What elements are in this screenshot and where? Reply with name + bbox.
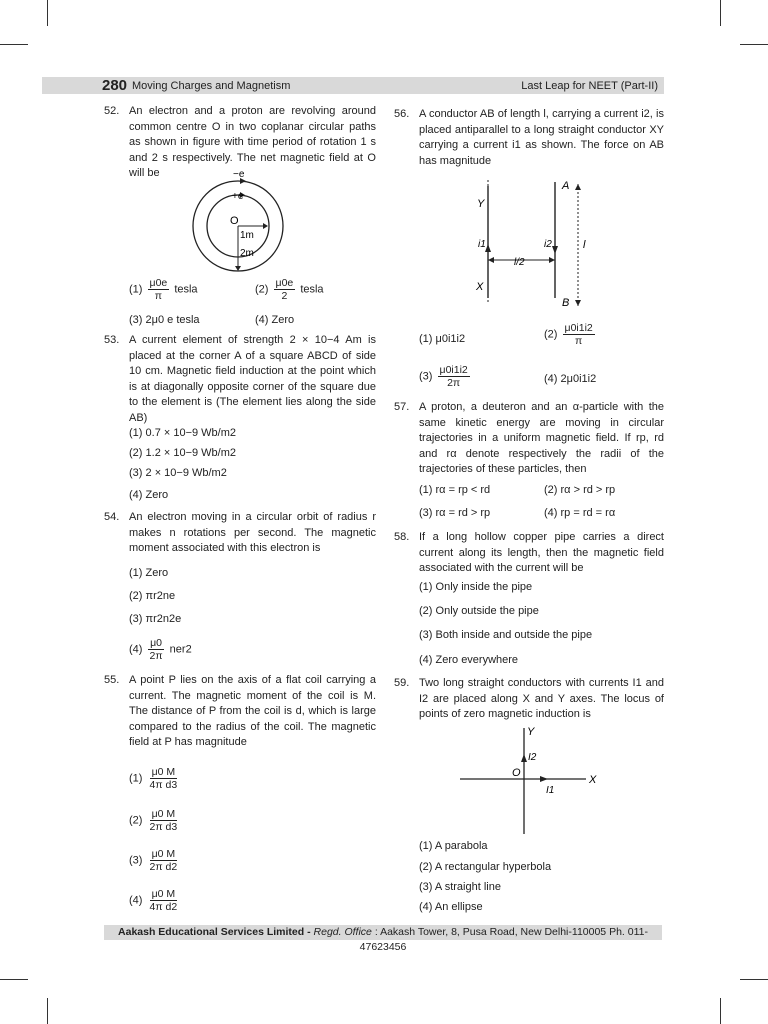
question-number: 53. <box>104 334 120 346</box>
q54-option-1: (1) Zero <box>129 567 169 579</box>
question-number: 58. <box>394 531 410 543</box>
q52-figure <box>190 168 290 278</box>
q56-option-2: (2) $\frac{\mu 0i1i2}{\pi}$ <box>544 322 593 347</box>
label-i1: i1 <box>478 239 486 250</box>
q53-option-4: (4) Zero <box>129 489 169 501</box>
question-number: 55. <box>104 674 120 686</box>
question-number: 52. <box>104 105 120 117</box>
q56-figure <box>470 176 600 312</box>
q57-option-4: (4) rp = rd = rα <box>544 507 616 519</box>
label-O: O <box>512 767 521 779</box>
label-Y: Y <box>477 198 485 210</box>
page-header <box>42 77 664 94</box>
label-X: X <box>589 774 597 786</box>
question-number: 56. <box>394 108 410 120</box>
label-i2: i2 <box>544 239 552 250</box>
q52-option-1: (1) $\frac{\mu 0e}{\pi}$ tesla <box>129 277 198 302</box>
q52-option-4: (4) Zero <box>255 314 295 326</box>
crop-mark <box>47 998 48 1024</box>
label-B: B <box>562 297 570 309</box>
page-footer <box>104 925 662 953</box>
q58-option-4: (4) Zero everywhere <box>419 654 519 666</box>
crop-mark <box>0 979 28 980</box>
q55-option-3: (3) $\frac{\mu 0 M}{\text{2π d2}}$ <box>129 848 178 873</box>
proton-label: +e <box>232 191 244 202</box>
book-title: Last Leap for NEET (Part-II) <box>521 80 658 92</box>
label-I2: I2 <box>528 752 537 763</box>
label-I1: I1 <box>546 785 555 796</box>
question-text: A conductor AB of length l, carrying a current i2, is placed antiparallel to a long straight conductor XY carrying a current i1 as shown. The force on AB has magnitude <box>419 108 664 167</box>
q55-option-1: (1) $\frac{\mu 0 M}{\text{4π d3}}$ <box>129 766 178 791</box>
question-text: A current element of strength 2 × 10−4 Am is placed at the corner A of a square ABCD of side 10 cm. Magnetic field induction at the point which is at diagonally opposite corner of the square due to the element is (The element lies along the side AB) <box>129 334 376 424</box>
q59-figure <box>458 724 608 836</box>
label-A: A <box>562 180 570 192</box>
crop-mark <box>0 44 28 45</box>
q58-option-2: (2) Only outside the pipe <box>419 605 539 617</box>
q56-option-3: (3) $\frac{\mu 0i1i2}{2\pi}$ <box>419 364 468 389</box>
crop-mark <box>740 44 768 45</box>
q53-option-2: (2) 1.2 × 10−9 Wb/m2 <box>129 447 237 459</box>
crop-mark <box>720 0 721 26</box>
q56-option-1: (1) μ0i1i2 <box>419 333 466 345</box>
q53-option-1: (1) 0.7 × 10−9 Wb/m2 <box>129 427 237 439</box>
electron-label: −e <box>233 169 245 180</box>
q57-option-2: (2) rα > rd > rp <box>544 484 616 496</box>
q57-option-1: (1) rα = rp < rd <box>419 484 491 496</box>
q54-option-2: (2) πr2ne <box>129 590 176 602</box>
q59-option-1: (1) A parabola <box>419 840 488 852</box>
inner-radius-label: 1m <box>240 230 254 241</box>
question-number: 59. <box>394 677 410 689</box>
q59-option-3: (3) A straight line <box>419 881 501 893</box>
q57-option-3: (3) rα = rd > rp <box>419 507 491 519</box>
footer-address: : Aakash Tower, 8, Pusa Road, New Delhi-110005 Ph. 011-47623456 <box>359 926 648 953</box>
question-text: If a long hollow copper pipe carries a direct current along its length, then the magnetic field associated with the current will be <box>419 531 664 574</box>
footer-company: Aakash Educational Services Limited - <box>118 926 311 938</box>
crop-mark <box>47 0 48 26</box>
question-number: 54. <box>104 511 120 523</box>
question-text: Two long straight conductors with currents I1 and I2 are placed along X and Y axes. The locus of points of zero magnetic induction is <box>419 677 664 720</box>
q59-option-2: (2) A rectangular hyperbola <box>419 861 552 873</box>
q52-option-3: (3) 2μ0 e tesla <box>129 314 200 326</box>
q54-option-3: (3) πr2n2e <box>129 613 182 625</box>
center-label: O <box>230 215 239 227</box>
outer-radius-label: 2m <box>240 248 254 259</box>
q56-option-4: (4) 2μ0i1i2 <box>544 373 597 385</box>
crop-mark <box>720 998 721 1024</box>
crop-mark <box>740 979 768 980</box>
question-text: An electron moving in a circular orbit of radius r makes n rotations per second. The magnetic moment associated with this electron is <box>129 511 376 554</box>
label-l: l <box>583 239 586 251</box>
label-X: X <box>476 281 484 293</box>
question-text: A point P lies on the axis of a flat coil carrying a current. The magnetic moment of the coil is M. The distance of P from the coil is d, which is large compared to the radius of the coil. The magnetic field at P has magnitude <box>129 674 376 748</box>
question-number: 57. <box>394 401 410 413</box>
label-half-l: l/2 <box>514 257 525 268</box>
chapter-title: Moving Charges and Magnetism <box>132 80 291 92</box>
page-number: 280 <box>102 77 128 94</box>
question-text: A proton, a deuteron and an α-particle with the same kinetic energy are moving in circular trajectories in a uniform magnetic field. If rp, rd and rα denote respectively the radii of the trajectories of these particles, then <box>419 401 664 475</box>
q53-option-3: (3) 2 × 10−9 Wb/m2 <box>129 467 227 479</box>
q58-option-1: (1) Only inside the pipe <box>419 581 533 593</box>
q58-option-3: (3) Both inside and outside the pipe <box>419 629 593 641</box>
q54-option-4: (4) $\frac{\mu 0}{2\pi}$ ner2 <box>129 637 192 662</box>
label-Y: Y <box>527 726 535 738</box>
footer-regd: Regd. Office <box>313 926 372 938</box>
question-text: An electron and a proton are revolving around common centre O in two coplanar circular paths as shown in figure with time period of rotation 1 s and 2 s respectively. The net magnetic field at O will be <box>129 105 376 179</box>
q59-option-4: (4) An ellipse <box>419 901 483 913</box>
q55-option-2: (2) $\frac{\mu 0 M}{\text{2π d3}}$ <box>129 808 178 833</box>
q52-option-2: (2) $\frac{\mu 0e}{2}$ tesla <box>255 277 324 302</box>
q55-option-4: (4) $\frac{\mu 0 M}{\text{4π d2}}$ <box>129 888 178 913</box>
